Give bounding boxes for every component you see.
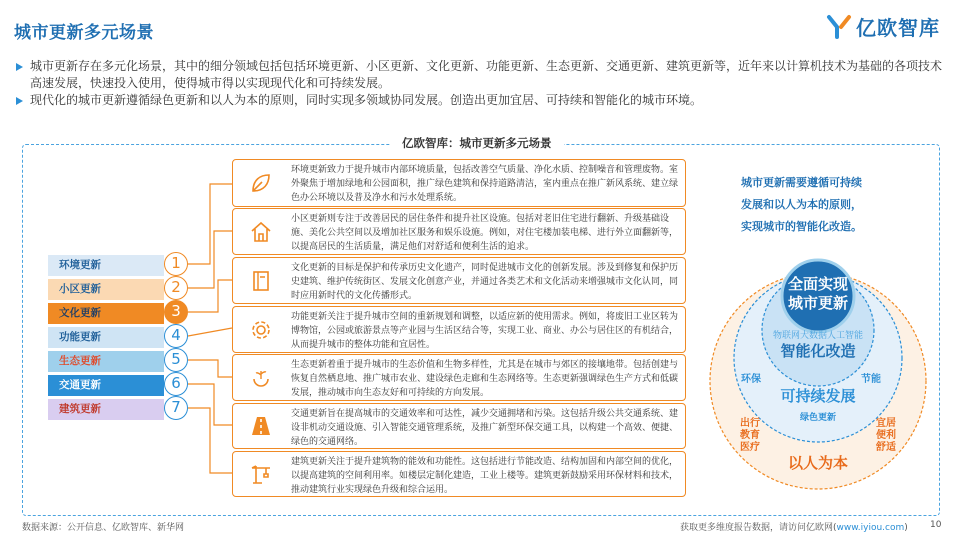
footer-more-end: ) <box>904 523 908 533</box>
core-line-1: 全面实现 <box>787 275 848 293</box>
leaf-icon <box>233 160 288 206</box>
left-column <box>736 418 764 454</box>
principle-line-1: 城市更新需要遵循可持续 <box>741 176 862 189</box>
card-ecology <box>232 354 686 401</box>
tag-ecology: 生态更新 <box>48 351 164 372</box>
footer-more-text: 获取更多维度报告数据，请访问亿欧网( <box>680 523 837 533</box>
bullet-2: 现代化的城市更新遵循绿色更新和以人为本的原则，同时实现多领域协同发展。创造出更加宜居、可持续和智能化的城市环境。 <box>16 92 946 109</box>
principle-line-2: 发展和以人为本的原则， <box>741 198 862 211</box>
people-label: 以人为本 <box>787 454 848 472</box>
number-badge-3: 3 <box>164 300 188 324</box>
card-environment <box>232 159 686 207</box>
number-badge-5: 5 <box>164 348 188 372</box>
smart-label: 智能化改造 <box>780 342 856 360</box>
tag-traffic: 交通更新 <box>48 375 164 396</box>
number-badge-7: 7 <box>164 396 188 420</box>
card-text-building: 建筑更新关注于提升建筑物的能效和功能性。这包括进行节能改造、结构加固和内部空间的优化，以提高建筑的空间利用率。如楼层定制化建造，工业上楼等。建筑更新鼓励采用环保材料和技术，推动建筑行业实现绿色升级和综合运用。 <box>291 457 679 495</box>
number-badge-6: 6 <box>164 372 188 396</box>
principle-line-3: 实现城市的智能化改造。 <box>741 220 862 233</box>
left-col-1: 出行 <box>740 418 760 429</box>
data-source: 数据来源：公开信息、亿欧智库、新华网 <box>22 523 185 533</box>
card-building <box>232 451 686 497</box>
tag-building: 建筑更新 <box>48 399 164 420</box>
tag-environment: 环境更新 <box>48 255 164 276</box>
number-badge-1: 1 <box>164 252 188 276</box>
plant-globe-icon <box>233 355 288 400</box>
bullet-1: 城市更新存在多元化场景，其中的细分领域包括包括环境更新、小区更新、文化更新、功能更新、生态更新、交通更新、建筑更新等，近年来以计算机技术为基础的各项技术高速发展，快速投入使用，使得城市得以实现现代化和可持续发展。 <box>16 58 946 92</box>
card-text-culture: 文化更新的目标是保护和传承历史文化遗产，同时促进城市文化的创新发展。涉及到修复和保护历史建筑、维护传统街区、发展文化创意产业，并通过各类艺术和文化活动来增强城市文化认同，同时应用新时代的文化传播形式。 <box>291 263 679 301</box>
gear-icon <box>233 307 288 352</box>
page-title: 城市更新多元场景 <box>14 23 154 43</box>
number-badge-2: 2 <box>164 276 188 300</box>
card-text-ecology: 生态更新着重于提升城市的生态价值和生物多样性，尤其是在城市与郊区的接壤地带。包括创建与恢复自然栖息地、推广城市农业、建设绿色走廊和生态网络等。生态更新强调绿色生产方式和低碳发展，推动城市向生态友好和可持续的方向发展。 <box>291 360 679 398</box>
site-link[interactable]: www.iyiou.com <box>836 523 905 533</box>
card-text-function: 功能更新关注于提升城市空间的重新规划和调整，以适应新的使用需求。例如，将废旧工业区转为博物馆，公园或旅游景点等产业园与生活区结合等，实现工业、商业、办公与居住区的有机结合，从而提升城市的整体功能和宜居性。 <box>291 312 679 350</box>
tag-function: 功能更新 <box>48 327 164 348</box>
card-text-community: 小区更新则专注于改善居民的居住条件和提升社区设施。包括对老旧住宅进行翻新、升级基础设施、美化公共空间以及增加社区服务和娱乐设施。例如，对住宅楼加装电梯、进行外立面翻新等，以提高居民的生活质量，满足他们对舒适和便利生活的追求。 <box>291 214 679 252</box>
left-col-3: 医疗 <box>740 442 760 453</box>
core-line-2: 城市更新 <box>787 294 848 312</box>
card-text-traffic: 交通更新旨在提高城市的交通效率和可达性，减少交通拥堵和污染。这包括升级公共交通系统、建设非机动交通设施、引入智能交通管理系统，及推广新型环保交通工具，以构建一个高效、便捷、绿色的交通网络。 <box>291 409 679 447</box>
right-col-3: 舒适 <box>876 442 896 453</box>
principle-text <box>741 172 862 238</box>
tag-culture: 文化更新 <box>48 303 164 324</box>
diagram-title: 亿欧智库：城市更新多元场景 <box>390 135 564 151</box>
house-icon <box>233 209 288 254</box>
card-function <box>232 306 686 353</box>
logo-text: 亿欧智库 <box>856 16 940 40</box>
crane-icon <box>233 452 288 496</box>
page-number: 10 <box>930 520 942 530</box>
energy-label: 节能 <box>861 374 881 385</box>
green-label: 绿色更新 <box>799 413 836 423</box>
book-icon <box>233 258 288 303</box>
right-col-1: 宜居 <box>876 418 896 429</box>
core-label <box>778 275 858 313</box>
card-culture <box>232 257 686 304</box>
right-column <box>872 418 900 454</box>
tech-label: 物联网大数据人工智能 <box>772 331 863 341</box>
right-col-2: 便利 <box>876 430 896 441</box>
number-badge-4: 4 <box>164 324 188 348</box>
road-icon <box>233 404 288 448</box>
env-label: 环保 <box>741 374 761 385</box>
sustain-label: 可持续发展 <box>780 387 856 405</box>
card-text-environment: 环境更新致力于提升城市内部环境质量，包括改善空气质量、净化水质、控制噪音和管理废物。室外聚焦于增加绿地和公园面积，推广绿色建筑和保持道路清洁，室内重点在推广新风系统、建立绿色办公环境以及普及净水和污水处理系统。 <box>291 165 679 203</box>
card-community <box>232 208 686 255</box>
footer-more <box>680 520 908 533</box>
left-col-2: 教育 <box>740 430 760 441</box>
card-traffic <box>232 403 686 449</box>
tag-community: 小区更新 <box>48 279 164 300</box>
